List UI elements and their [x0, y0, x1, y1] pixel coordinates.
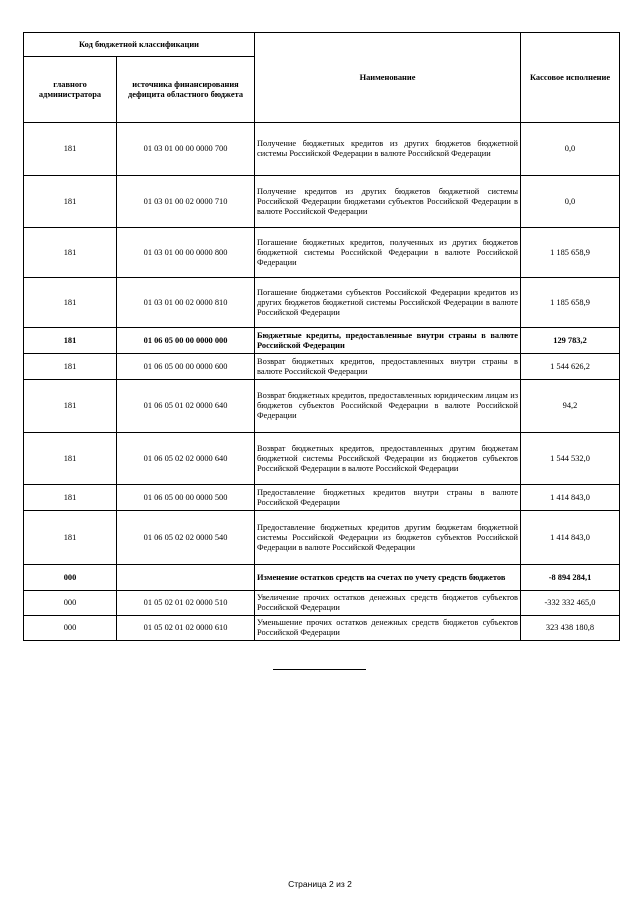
admin-cell: 181: [24, 328, 117, 354]
source-cell: 01 05 02 01 02 0000 510: [117, 591, 255, 616]
header-name: Наименование: [255, 33, 521, 123]
amount-cell: 1 544 626,2: [521, 354, 620, 380]
table-row: [24, 591, 620, 616]
admin-cell: 000: [24, 565, 117, 591]
page-footer: Страница 2 из 2: [288, 879, 352, 889]
admin-cell: 181: [24, 433, 117, 485]
table-row: [24, 228, 620, 278]
admin-cell: 181: [24, 485, 117, 511]
source-cell: 01 06 05 00 00 0000 600: [117, 354, 255, 380]
source-cell: 01 06 05 00 00 0000 500: [117, 485, 255, 511]
name-cell: Бюджетные кредиты, предоставленные внутри страны в валюте Российской Федерации: [255, 328, 521, 354]
table-row: [24, 485, 620, 511]
source-cell: [117, 565, 255, 591]
budget-table: [23, 32, 620, 641]
amount-cell: -8 894 284,1: [521, 565, 620, 591]
table-row: [24, 433, 620, 485]
name-cell: Предоставление бюджетных кредитов внутри страны в валюте Российской Федерации: [255, 485, 521, 511]
admin-cell: 181: [24, 354, 117, 380]
amount-cell: 0,0: [521, 123, 620, 176]
name-cell: Возврат бюджетных кредитов, предоставленных внутри страны в валюте Российской Федерации: [255, 354, 521, 380]
table-row: [24, 565, 620, 591]
source-cell: 01 03 01 00 02 0000 810: [117, 278, 255, 328]
end-rule: [273, 669, 366, 670]
admin-cell: 181: [24, 123, 117, 176]
admin-cell: 181: [24, 380, 117, 433]
admin-cell: 000: [24, 616, 117, 641]
table-row: [24, 278, 620, 328]
table-row: [24, 176, 620, 228]
name-cell: Уменьшение прочих остатков денежных средств бюджетов субъектов Российской Федерации: [255, 616, 521, 641]
admin-cell: 181: [24, 176, 117, 228]
table-row: [24, 511, 620, 565]
table-row: [24, 616, 620, 641]
amount-cell: 0,0: [521, 176, 620, 228]
source-cell: 01 03 01 00 00 0000 800: [117, 228, 255, 278]
source-cell: 01 06 05 01 02 0000 640: [117, 380, 255, 433]
source-cell: 01 06 05 00 00 0000 000: [117, 328, 255, 354]
admin-cell: 181: [24, 511, 117, 565]
header-admin: главного администратора: [24, 57, 117, 123]
header-source: источника финансирования дефицита областного бюджета: [117, 57, 255, 123]
table-row: [24, 354, 620, 380]
name-cell: Возврат бюджетных кредитов, предоставленных юридическим лицам из бюджетов субъектов Российской Федерации в валюте Российской Федерации: [255, 380, 521, 433]
source-cell: 01 06 05 02 02 0000 540: [117, 511, 255, 565]
name-cell: Предоставление бюджетных кредитов другим бюджетам бюджетной системы Российской Федерации из бюджетов субъектов Российской Федерации в валюте Российской Федерации: [255, 511, 521, 565]
amount-cell: 323 438 180,8: [521, 616, 620, 641]
table-row: [24, 328, 620, 354]
table-row: [24, 380, 620, 433]
source-cell: 01 03 01 00 02 0000 710: [117, 176, 255, 228]
name-cell: Увеличение прочих остатков денежных средств бюджетов субъектов Российской Федерации: [255, 591, 521, 616]
name-cell: Погашение бюджетных кредитов, полученных из других бюджетов бюджетной системы Российской Федерации в валюте Российской Федерации: [255, 228, 521, 278]
source-cell: 01 03 01 00 00 0000 700: [117, 123, 255, 176]
source-cell: 01 06 05 02 02 0000 640: [117, 433, 255, 485]
amount-cell: 94,2: [521, 380, 620, 433]
name-cell: Изменение остатков средств на счетах по учету средств бюджетов: [255, 565, 521, 591]
amount-cell: 1 414 843,0: [521, 485, 620, 511]
name-cell: Возврат бюджетных кредитов, предоставленных другим бюджетам бюджетной системы Российской Федерации из бюджетов субъектов Российской Федерации в валюте Российской Федерации: [255, 433, 521, 485]
amount-cell: 129 783,2: [521, 328, 620, 354]
admin-cell: 000: [24, 591, 117, 616]
name-cell: Получение бюджетных кредитов из других бюджетов бюджетной системы Российской Федерации в валюте Российской Федерации: [255, 123, 521, 176]
admin-cell: 181: [24, 228, 117, 278]
amount-cell: 1 185 658,9: [521, 278, 620, 328]
source-cell: 01 05 02 01 02 0000 610: [117, 616, 255, 641]
admin-cell: 181: [24, 278, 117, 328]
header-group: Код бюджетной классификации: [24, 33, 255, 57]
name-cell: Погашение бюджетами субъектов Российской Федерации кредитов из других бюджетов бюджетной системы Российской Федерации в валюте Российской Федерации: [255, 278, 521, 328]
header-amount: Кассовое исполнение: [521, 33, 620, 123]
amount-cell: 1 414 843,0: [521, 511, 620, 565]
amount-cell: 1 544 532,0: [521, 433, 620, 485]
table-row: [24, 123, 620, 176]
amount-cell: 1 185 658,9: [521, 228, 620, 278]
name-cell: Получение кредитов из других бюджетов бюджетной системы Российской Федерации бюджетами субъектов Российской Федерации в валюте Российской Федерации: [255, 176, 521, 228]
amount-cell: -332 332 465,0: [521, 591, 620, 616]
